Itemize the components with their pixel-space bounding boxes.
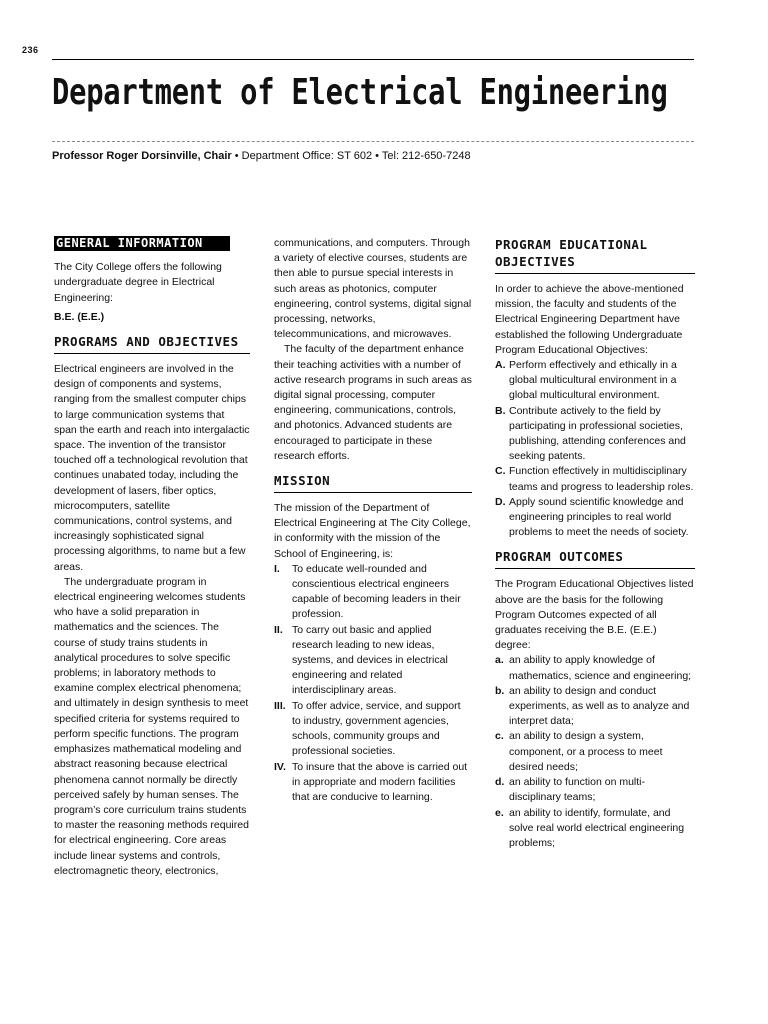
list-marker: b. (495, 684, 505, 697)
objective-item-text: Function effectively in multidisciplinary teams and progress to leadership roles. (509, 465, 694, 493)
mission-item (274, 699, 472, 760)
general-info-intro: The City College offers the following undergraduate degree in Electrical Engineering: (54, 261, 222, 304)
peo-intro: In order to achieve the above-mentioned mission, the faculty and students of the Electrical Engineering Department have established the following Undergraduate Program Educational Objectives: (495, 283, 684, 356)
outcome-item-text: an ability to function on multi-disciplinary teams; (509, 776, 645, 804)
list-marker: C. (495, 465, 506, 478)
column-3 (495, 236, 695, 851)
mission-item (274, 623, 472, 699)
objective-item (495, 404, 695, 465)
heading-program-educational-objectives: PROGRAM EDUCATIONAL OBJECTIVES (495, 236, 695, 274)
programs-paragraph-3: communications, and computers. Through a variety of elective courses, students are then able to pursue special interests in such areas as photonics, computer engineering, control systems, digital signal processing, networks, telecommunications, and microwaves. (274, 237, 472, 341)
list-marker: e. (495, 806, 504, 819)
page-title: Department of Electrical Engineering (52, 72, 668, 113)
outcome-item-text: an ability to design a system, component, or a process to meet desired needs; (509, 730, 663, 773)
outcome-item (495, 775, 695, 805)
heading-general-information: GENERAL INFORMATION (54, 236, 230, 251)
degree-label: B.E. (E.E.) (54, 310, 105, 323)
byline (52, 150, 471, 162)
outcome-item-text: an ability to identify, formulate, and solve real world electrical engineering problems; (509, 806, 685, 849)
list-marker: D. (495, 495, 506, 508)
outcome-item-text: an ability to apply knowledge of mathematics, science and engineering; (509, 654, 692, 682)
outcomes-intro: The Program Educational Objectives listed above are the basis for the following Program Outcomes expected of all graduates receiving the B.E. (E.E.) degree: (495, 578, 694, 652)
outcome-item (495, 684, 695, 730)
programs-paragraph-1: Electrical engineers are involved in the design of components and systems, ranging from the smallest computer chips to large communication systems that span the earth and reach into intergalactic space. The invention of the transistor touched off a technological revolution that continues unabated today, including the development of lasers, fiber optics, microcomputers, satellite communications, control systems, and increasingly sophisticated signal processing algorithms, to name but a few areas. (54, 363, 250, 573)
list-marker: B. (495, 404, 506, 417)
chair-name: Professor Roger Dorsinville, Chair (52, 150, 232, 162)
dashed-divider (52, 141, 694, 142)
mission-item-text: To educate well-rounded and conscientious electrical engineers capable of becoming leaders in their profession. (292, 562, 461, 621)
list-marker: d. (495, 776, 505, 789)
column-1 (54, 236, 250, 879)
department-contact: • Department Office: ST 602 • Tel: 212-650-7248 (231, 150, 471, 162)
column-2 (274, 236, 472, 805)
top-rule (52, 59, 694, 60)
outcome-item (495, 653, 695, 683)
programs-paragraph-4: The faculty of the department enhance their teaching activities with a number of active research programs in such areas as digital signal processing, computer engineering, communications, controls, and photonics. Advanced students are encouraged to participate in these research efforts. (274, 343, 472, 462)
objective-item (495, 495, 695, 541)
outcome-item-text: an ability to design and conduct experiments, as well as to analyze and interpret data; (509, 684, 690, 728)
outcome-item (495, 806, 695, 852)
list-marker: III. (274, 699, 286, 712)
mission-item (274, 562, 472, 623)
list-marker: A. (495, 359, 506, 372)
mission-item-text: To carry out basic and applied research leading to new ideas, systems, and devices in electrical engineering and related interdisciplinary areas. (292, 623, 448, 697)
objective-item-text: Contribute actively to the field by participating in professional societies, publishing, attending conferences and seeking patents. (509, 404, 686, 463)
heading-program-outcomes: PROGRAM OUTCOMES (495, 548, 695, 569)
objective-item (495, 358, 695, 404)
page-number: 236 (22, 45, 39, 55)
outcome-item (495, 729, 695, 775)
mission-item (274, 760, 472, 806)
list-marker: IV. (274, 760, 286, 773)
list-marker: a. (495, 654, 504, 667)
programs-paragraph-2: The undergraduate program in electrical engineering welcomes students who have a solid preparation in mathematics and the sciences. The course of study trains students in analytical procedures to solve specific problems; in laboratory methods to examine complex electrical phenomena; and ultimately in design synthesis to meet specified criteria for systems required to perform specific functions. The program emphasizes mathematical modeling and abstract reasoning because electrical phenomena cannot normally be directly perceived safely by human senses. The program’s core curriculum trains students to master the reasoning methods required for electrical engineering. Core areas include linear systems and controls, electromagnetic theory, electronics, (54, 575, 249, 877)
list-marker: I. (274, 562, 280, 575)
mission-item-text: To offer advice, service, and support to industry, government agencies, schools, community groups and professional societies. (292, 699, 461, 758)
objective-item (495, 464, 695, 494)
objective-item-text: Perform effectively and ethically in a global multicultural environment in a global multicultural environment. (509, 359, 677, 402)
list-marker: c. (495, 730, 504, 743)
heading-programs-objectives: PROGRAMS AND OBJECTIVES (54, 333, 250, 354)
mission-intro: The mission of the Department of Electrical Engineering at The City College, in conformity with the mission of the School of Engineering, is: (274, 502, 471, 560)
heading-mission: MISSION (274, 472, 472, 493)
list-marker: II. (274, 623, 283, 636)
objective-item-text: Apply sound scientific knowledge and engineering principles to real world problems to meet the needs of society. (509, 495, 689, 539)
mission-item-text: To insure that the above is carried out in appropriate and modern facilities that are conducive to learning. (292, 760, 468, 803)
